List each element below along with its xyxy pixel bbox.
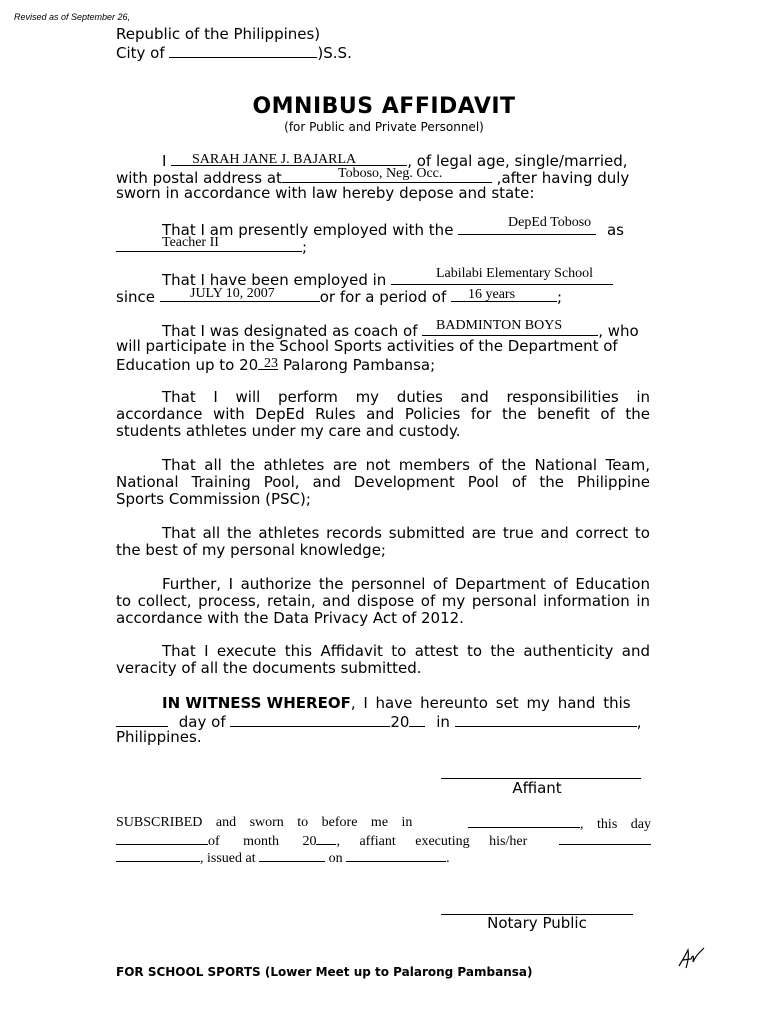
subscribed-sworn: SUBSCRIBED and sworn to before me in bbox=[116, 815, 413, 830]
p5-line3: students athletes under my care and custody. bbox=[116, 422, 461, 440]
subscribed-id-cont-blank[interactable] bbox=[116, 849, 200, 862]
place-blank[interactable] bbox=[455, 712, 637, 727]
subscribed-affiant: , affiant executing his/her bbox=[336, 834, 528, 849]
subscribed-year-blank[interactable] bbox=[316, 832, 336, 845]
p10-day-of: day of bbox=[178, 713, 226, 731]
p10-line3: Philippines. bbox=[116, 728, 202, 746]
p10-in: in bbox=[436, 713, 450, 731]
subscribed-month: of month 20 bbox=[208, 834, 317, 849]
city-prefix: City of bbox=[116, 44, 170, 62]
revision-note: Revised as of September 26, bbox=[14, 12, 131, 22]
day-blank[interactable] bbox=[116, 712, 168, 727]
coach-value: BADMINTON BOYS bbox=[436, 318, 563, 333]
p7-line2: the best of my personal knowledge; bbox=[116, 541, 386, 559]
p4-education-up-to: Education up to 20 bbox=[116, 356, 259, 374]
city-suffix: )S.S. bbox=[317, 44, 352, 62]
p8-line1: Further, I authorize the personnel of Department of Education bbox=[162, 575, 650, 593]
p7-line1: That all the athletes records submitted are true and correct to bbox=[162, 524, 650, 542]
p1-i: I bbox=[162, 152, 167, 170]
subscribed-line1 bbox=[116, 815, 651, 833]
subscribed-issued-at: , issued at bbox=[200, 851, 256, 866]
p2-as: as bbox=[606, 221, 624, 239]
p4-coach-of: That I was designated as coach of bbox=[162, 322, 418, 340]
p10-comma: , bbox=[636, 713, 642, 731]
position-value: Teacher II bbox=[162, 235, 219, 250]
p10-line1 bbox=[162, 695, 631, 712]
p3-semicolon: ; bbox=[557, 288, 563, 306]
republic-line: Republic of the Philippines) bbox=[116, 25, 321, 43]
p1-legal-age: , of legal age, single/married, bbox=[407, 152, 628, 170]
subscribed-on: on bbox=[328, 851, 343, 866]
p1-line3: sworn in accordance with law hereby depose and state: bbox=[116, 184, 535, 202]
p4-who: , who bbox=[598, 322, 639, 340]
subscribed-line3 bbox=[116, 849, 450, 867]
month-blank[interactable] bbox=[230, 712, 390, 727]
address-value: Toboso, Neg. Occ. bbox=[338, 166, 443, 181]
p4-line2: will participate in the School Sports activities of the Department of bbox=[116, 337, 618, 355]
name-value: SARAH JANE J. BAJARLA bbox=[192, 152, 357, 167]
subscribed-day-blank[interactable] bbox=[116, 832, 208, 845]
footer-note: FOR SCHOOL SPORTS (Lower Meet up to Palarong Pambansa) bbox=[116, 965, 533, 979]
p8-line3: accordance with the Data Privacy Act of 2012. bbox=[116, 609, 464, 627]
p1-duly: ,after having duly bbox=[496, 169, 630, 187]
p3-period-of: or for a period of bbox=[319, 288, 447, 306]
period-value: 16 years bbox=[468, 287, 516, 302]
document-subtitle: (for Public and Private Personnel) bbox=[284, 120, 484, 134]
subscribed-place-blank[interactable] bbox=[468, 815, 580, 828]
document-title: OMNIBUS AFFIDAVIT bbox=[252, 94, 516, 119]
p4-palarong: Palarong Pambansa; bbox=[282, 356, 436, 374]
p6-line3: Sports Commission (PSC); bbox=[116, 490, 311, 508]
p5-line2: accordance with DepEd Rules and Policies for the benefit of the bbox=[116, 405, 650, 423]
p1-postal: with postal address at bbox=[116, 169, 282, 187]
subscribed-this-day: , this day bbox=[580, 817, 651, 832]
p5-line1: That I will perform my duties and responsibilities in bbox=[162, 388, 650, 406]
since-value: JULY 10, 2007 bbox=[190, 286, 275, 301]
p10-twenty: 20 bbox=[390, 713, 410, 731]
subscribed-line2 bbox=[116, 832, 651, 850]
city-line bbox=[116, 43, 352, 62]
p8-line2: to collect, process, retain, and dispose of my personal information in bbox=[116, 592, 650, 610]
subscribed-id-blank[interactable] bbox=[559, 832, 651, 845]
p2-semicolon: ; bbox=[302, 238, 308, 256]
notary-label: Notary Public bbox=[487, 914, 587, 932]
p2-employed: That I am presently employed with the bbox=[162, 221, 454, 239]
employer-value: DepEd Toboso bbox=[508, 215, 592, 230]
p6-line2: National Training Pool, and Development Pool of the Philippine bbox=[116, 473, 650, 491]
p9-line1: That I execute this Affidavit to attest to the authenticity and bbox=[162, 642, 650, 660]
school-value: Labilabi Elementary School bbox=[436, 266, 594, 281]
p3-since: since bbox=[116, 288, 155, 306]
issued-date-blank[interactable] bbox=[346, 849, 446, 862]
issued-place-blank[interactable] bbox=[259, 849, 325, 862]
subscribed-period: . bbox=[446, 851, 450, 866]
year-value: 23 bbox=[264, 356, 278, 371]
witness-year-blank[interactable] bbox=[409, 712, 425, 727]
affiant-label: Affiant bbox=[512, 779, 562, 797]
p3-employed-in: That I have been employed in bbox=[162, 271, 387, 289]
p6-line1: That all the athletes are not members of the National Team, bbox=[162, 456, 650, 474]
p10-hereunto: , I have hereunto set my hand this bbox=[350, 694, 631, 712]
in-witness-whereof: IN WITNESS WHEREOF bbox=[162, 694, 351, 712]
city-blank[interactable] bbox=[169, 43, 317, 58]
p9-line2: veracity of all the documents submitted. bbox=[116, 659, 422, 677]
handwritten-initials bbox=[676, 944, 706, 972]
